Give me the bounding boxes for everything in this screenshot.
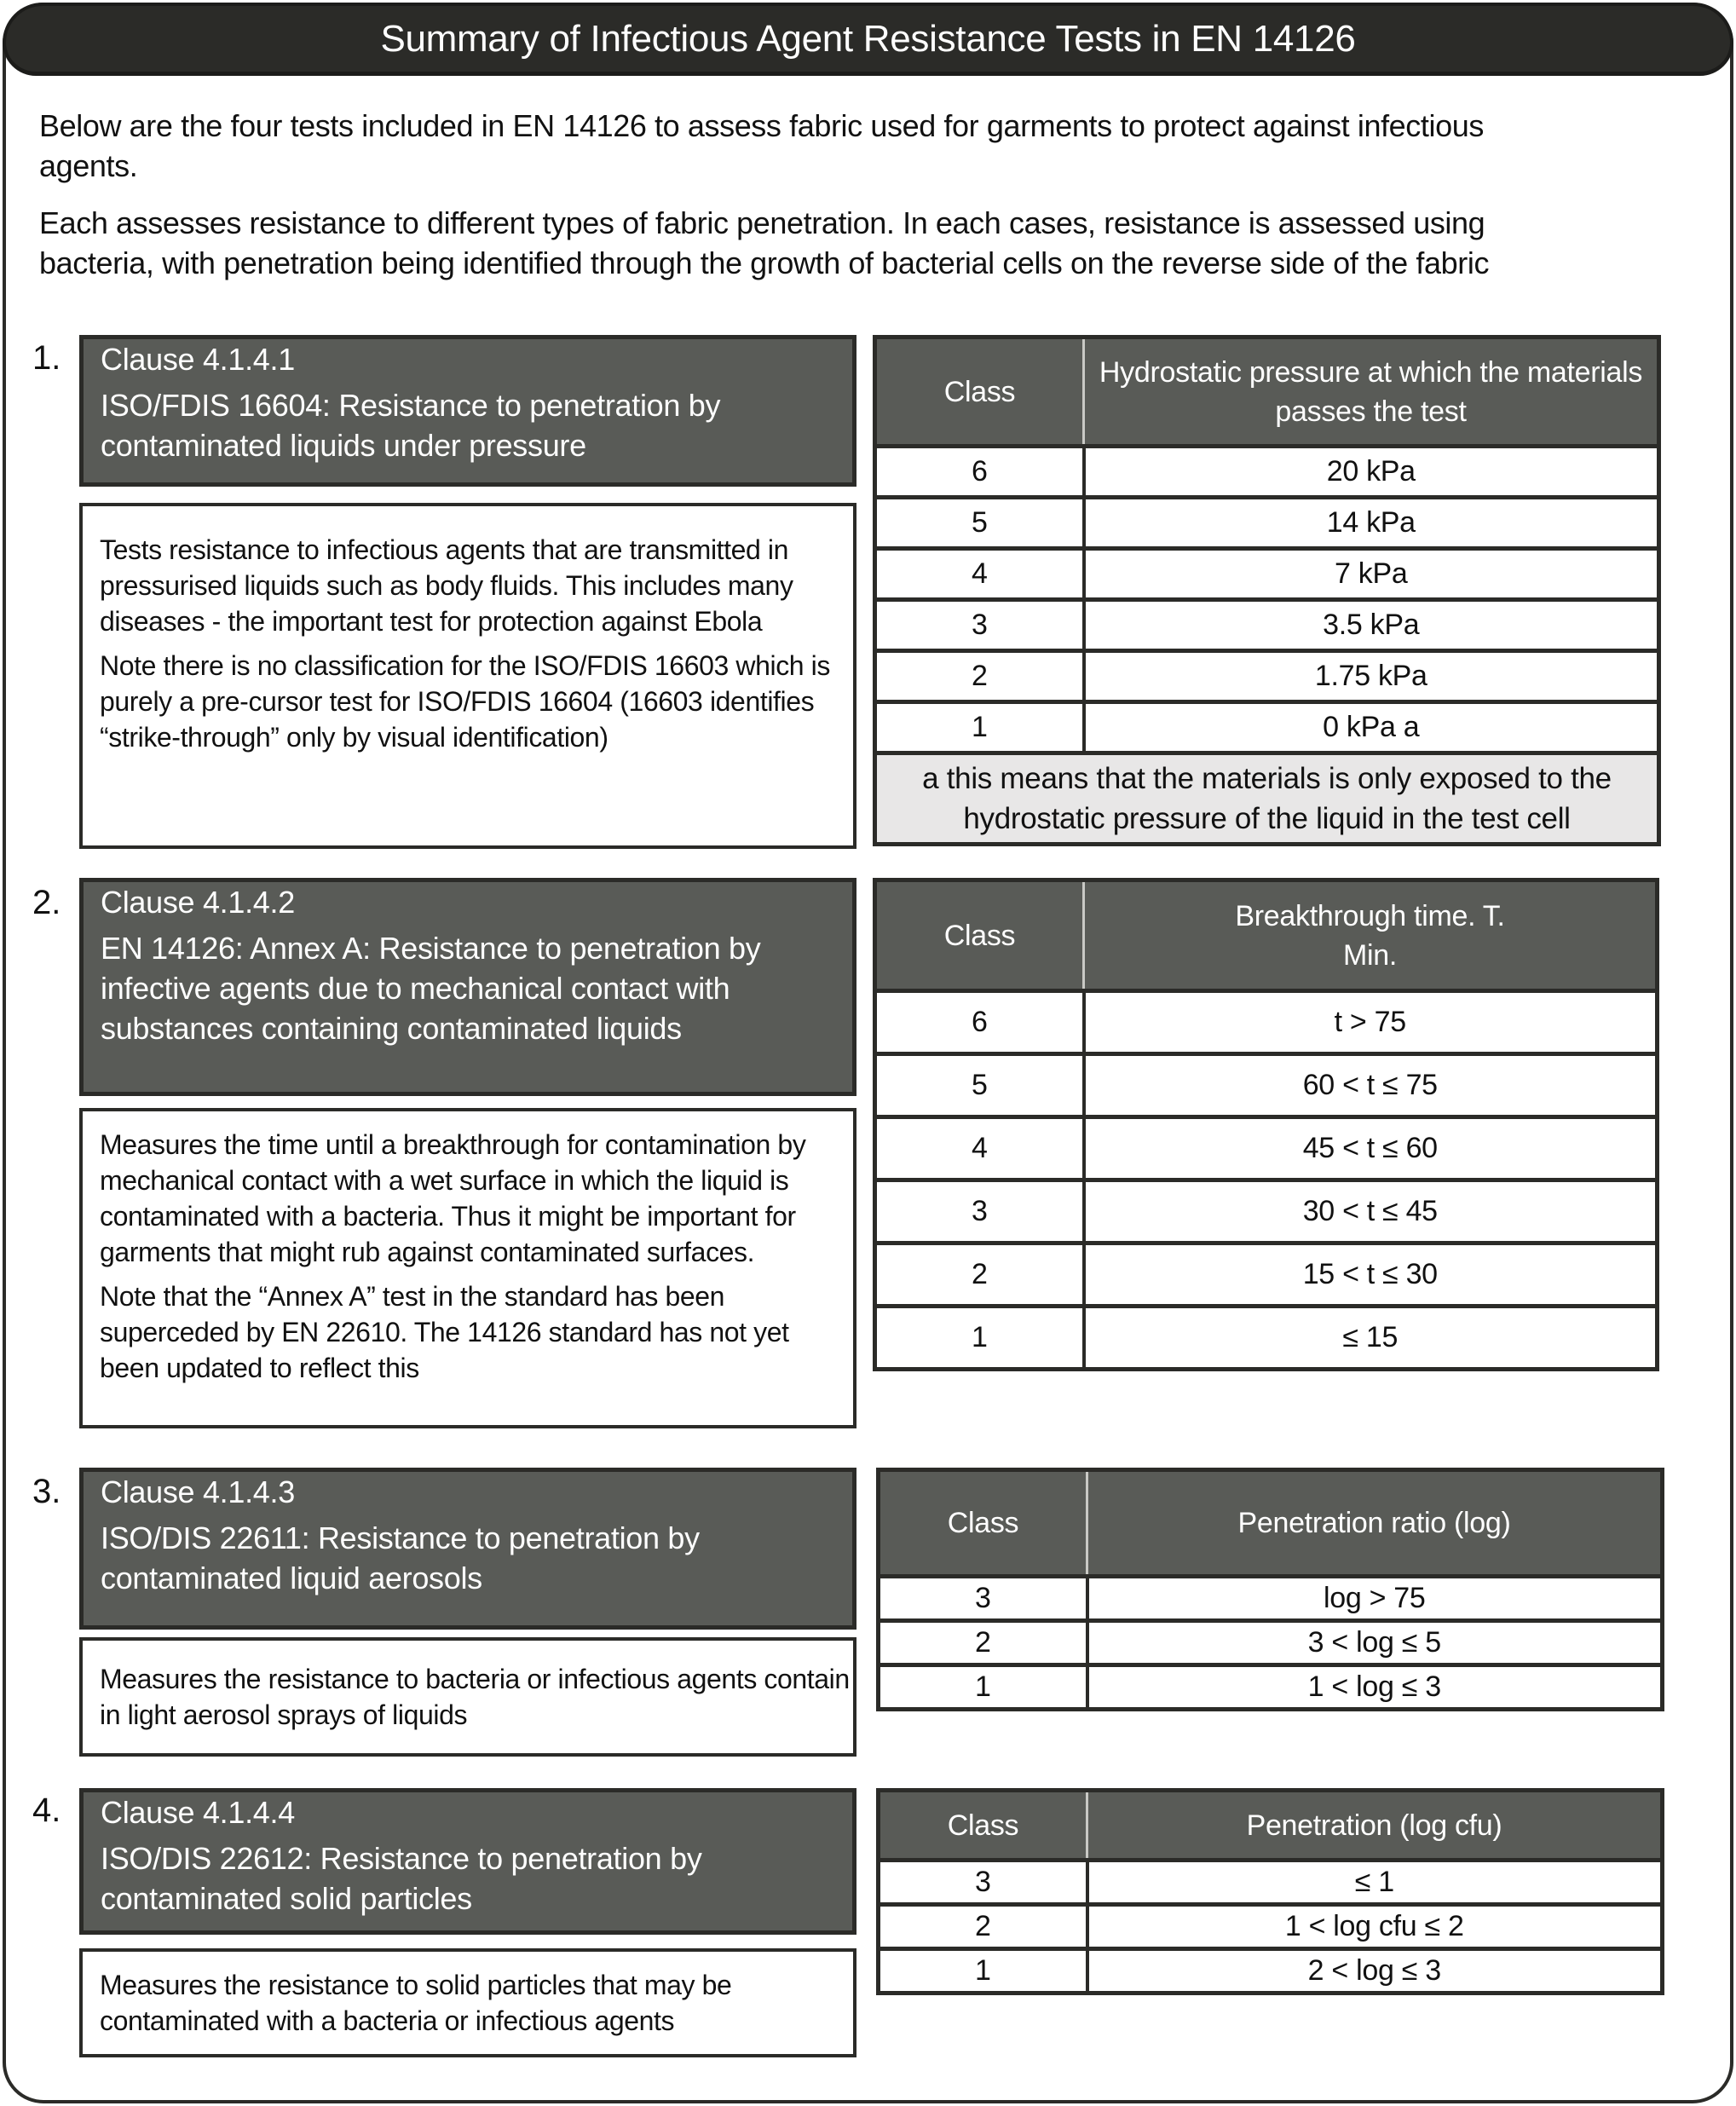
column-header-class: Class (879, 1791, 1087, 1861)
clause-label: Clause 4.1.4.4 (101, 1795, 295, 1830)
intro-paragraph-1 (39, 106, 1701, 186)
table-row (875, 651, 1659, 702)
test-title: ISO/DIS 22612: Resistance to penetration by contaminated solid particles (101, 1841, 702, 1916)
header-line: Breakthrough time. T. (1235, 899, 1505, 932)
table-row (879, 1861, 1663, 1905)
value-cell: ≤ 15 (1084, 1307, 1658, 1370)
column-header-value: Penetration ratio (log) (1087, 1470, 1663, 1577)
clause-label: Clause 4.1.4.2 (101, 885, 295, 920)
table-row (875, 600, 1659, 651)
section-header (79, 335, 856, 487)
value-cell: 14 kPa (1084, 498, 1659, 549)
table-row (879, 1905, 1663, 1949)
test-title: ISO/DIS 22611: Resistance to penetration by contaminated liquid aerosols (101, 1520, 700, 1595)
column-header-class: Class (875, 338, 1084, 447)
column-header-value (1084, 880, 1658, 991)
class-cell: 2 (879, 1621, 1087, 1665)
table-row (875, 1243, 1658, 1307)
class-cell: 6 (875, 991, 1084, 1054)
value-cell: 7 kPa (1084, 549, 1659, 600)
value-cell: 15 < t ≤ 30 (1084, 1243, 1658, 1307)
table-row (879, 1577, 1663, 1621)
section-number: 3. (32, 1473, 61, 1510)
table-row (879, 1621, 1663, 1665)
column-header-value: Penetration (log cfu) (1087, 1791, 1663, 1861)
value-cell: 1 < log ≤ 3 (1087, 1665, 1663, 1710)
table-row (879, 1665, 1663, 1710)
clause-label: Clause 4.1.4.3 (101, 1474, 295, 1509)
section-number: 4. (32, 1792, 61, 1829)
description-paragraph: Tests resistance to infectious agents that are transmitted in pressurised liquids such as body fluids. This includes many diseases - the important test for protection against Ebola (100, 534, 793, 637)
header-line: Min. (1342, 938, 1398, 972)
value-cell: 20 kPa (1084, 447, 1659, 498)
class-cell: 1 (879, 1949, 1087, 1993)
value-cell: 30 < t ≤ 45 (1084, 1180, 1658, 1243)
intro-line: agents. (39, 148, 138, 183)
class-cell: 2 (875, 1243, 1084, 1307)
section-description (79, 503, 856, 849)
table-row (875, 702, 1659, 753)
table-row (875, 1117, 1658, 1180)
value-cell: ≤ 1 (1087, 1861, 1663, 1905)
column-header-class: Class (879, 1470, 1087, 1577)
section-description (79, 1637, 856, 1757)
value-cell: 3.5 kPa (1084, 600, 1659, 651)
value-cell: 0 kPa a (1084, 702, 1659, 753)
page-title (3, 3, 1733, 76)
test-title: EN 14126: Annex A: Resistance to penetration by infective agents due to mechanical contact with substances containing contaminated liquids (101, 931, 761, 1046)
class-cell: 1 (875, 1307, 1084, 1370)
class-cell: 3 (875, 600, 1084, 651)
table-row (875, 1054, 1658, 1117)
table-footnote: a this means that the materials is only exposed to the hydrostatic pressure of the liquid in the test cell (875, 753, 1659, 845)
section-header (79, 1788, 856, 1935)
class-cell: 2 (879, 1905, 1087, 1949)
column-header-value: Hydrostatic pressure at which the materials passes the test (1084, 338, 1659, 447)
class-cell: 1 (875, 702, 1084, 753)
intro-line: Below are the four tests included in EN 14126 to assess fabric used for garments to protect against infectious (39, 108, 1484, 143)
classification-table-2 (873, 878, 1659, 1371)
section-number: 1. (32, 339, 61, 377)
class-cell: 2 (875, 651, 1084, 702)
test-title: ISO/FDIS 16604: Resistance to penetration by contaminated liquids under pressure (101, 388, 721, 463)
class-cell: 3 (875, 1180, 1084, 1243)
table-row (875, 1307, 1658, 1370)
table-row (875, 1180, 1658, 1243)
class-cell: 3 (879, 1861, 1087, 1905)
column-header-class: Class (875, 880, 1084, 991)
description-paragraph: Note there is no classification for the ISO/FDIS 16603 which is purely a pre-cursor test for ISO/FDIS 16604 (16603 identifies “strike-through” only by visual identification) (100, 650, 830, 753)
value-cell: t > 75 (1084, 991, 1658, 1054)
value-cell: 45 < t ≤ 60 (1084, 1117, 1658, 1180)
value-cell: 3 < log ≤ 5 (1087, 1621, 1663, 1665)
value-cell: 2 < log ≤ 3 (1087, 1949, 1663, 1993)
class-cell: 3 (879, 1577, 1087, 1621)
section-description (79, 1108, 856, 1428)
classification-table-1 (873, 335, 1661, 846)
class-cell: 4 (875, 1117, 1084, 1180)
table-row (875, 447, 1659, 498)
description-paragraph: Measures the resistance to bacteria or infectious agents contain in light aerosol sprays of liquids (100, 1664, 850, 1730)
class-cell: 5 (875, 498, 1084, 549)
value-cell: 1.75 kPa (1084, 651, 1659, 702)
table-row (875, 498, 1659, 549)
class-cell: 1 (879, 1665, 1087, 1710)
section-header (79, 878, 856, 1096)
table-row (875, 549, 1659, 600)
section-header (79, 1468, 856, 1630)
section-number: 2. (32, 884, 61, 921)
clause-label: Clause 4.1.4.1 (101, 342, 295, 377)
class-cell: 5 (875, 1054, 1084, 1117)
table-row (879, 1949, 1663, 1993)
value-cell: log > 75 (1087, 1577, 1663, 1621)
page-title-text: Summary of Infectious Agent Resistance Tests in EN 14126 (380, 17, 1356, 60)
value-cell: 60 < t ≤ 75 (1084, 1054, 1658, 1117)
classification-table-4 (876, 1788, 1664, 1995)
class-cell: 6 (875, 447, 1084, 498)
description-paragraph: Measures the resistance to solid particles that may be contaminated with a bacteria or infectious agents (100, 1970, 732, 2036)
intro-line: bacteria, with penetration being identified through the growth of bacterial cells on the reverse side of the fabric (39, 245, 1490, 280)
section-description (79, 1948, 856, 2057)
classification-table-3 (876, 1468, 1664, 1711)
value-cell: 1 < log cfu ≤ 2 (1087, 1905, 1663, 1949)
intro-paragraph-2 (39, 203, 1701, 283)
intro-line: Each assesses resistance to different types of fabric penetration. In each cases, resistance is assessed using (39, 205, 1485, 240)
class-cell: 4 (875, 549, 1084, 600)
description-paragraph: Note that the “Annex A” test in the standard has been superceded by EN 22610. The 14126 standard has not yet been updated to reflect this (100, 1281, 789, 1383)
description-paragraph: Measures the time until a breakthrough for contamination by mechanical contact with a wet surface in which the liquid is contaminated with a bacteria. Thus it might be important for garments that might rub against contaminated surfaces. (100, 1129, 806, 1267)
table-row (875, 991, 1658, 1054)
